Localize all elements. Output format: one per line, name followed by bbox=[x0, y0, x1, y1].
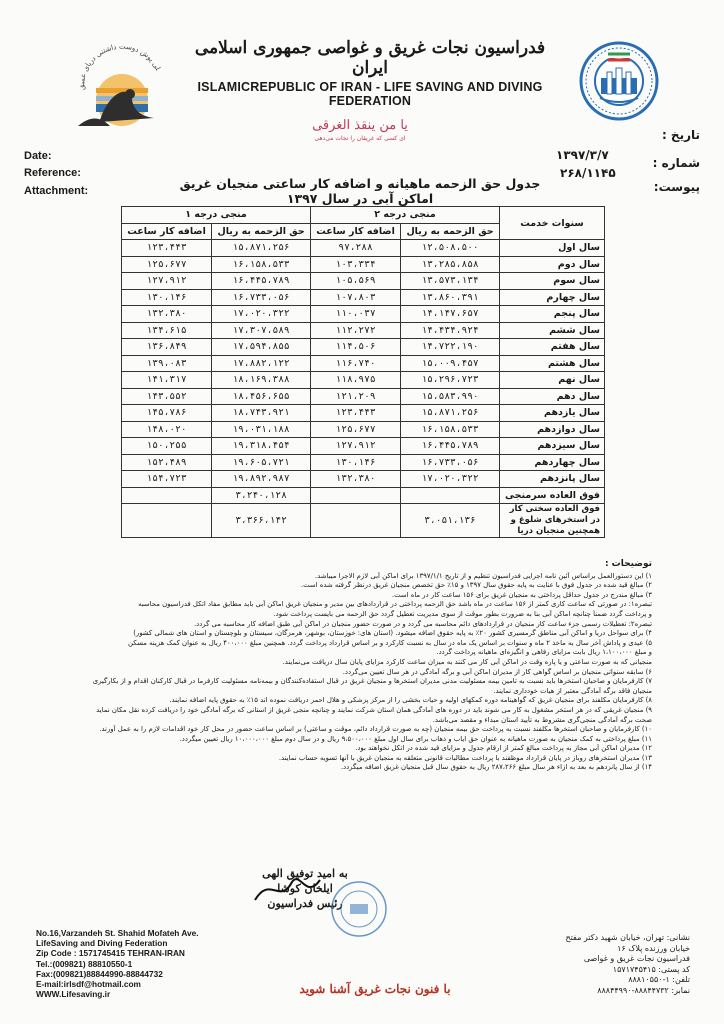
note-line: صحت برگه آمادگی منجی‌گری مشروط به تأیید استان مبداء و مقصد می‌باشد. bbox=[432, 715, 652, 724]
shomareh-value: ۲۶۸/۱۱۴۵ bbox=[560, 166, 616, 180]
address-en-line: WWW.Lifesaving.ir bbox=[36, 989, 111, 1000]
address-en-line: Zip Code : 1571745415 TEHRAN-IRAN bbox=[36, 948, 185, 959]
signature-scribble-icon bbox=[250, 870, 330, 910]
row-g2-wage: ۱۴،۱۴۷،۶۵۷ bbox=[401, 306, 500, 323]
row-g1-wage: ۱۶،۴۴۵،۷۸۹ bbox=[212, 273, 311, 290]
row-g2-wage: ۱۵،۲۹۶،۷۲۳ bbox=[401, 372, 500, 389]
left-logo bbox=[70, 30, 170, 130]
table-row bbox=[122, 405, 605, 422]
note-line: ۱۰) کارفرمایان و صاحبان استخرها مکلفند نسبت به پرداخت حق بیمه منجیان (چه به صورت قرارداد دائم، موقت و ساعتی) بر اساس ساعت حضور در محل کار خود اقدامات لازم را به عمل آورند. bbox=[99, 725, 652, 734]
address-fa-line: نمابر: ۸۸۸۴۴۷۳۲-۸۸۸۴۴۹۹۰ bbox=[597, 985, 690, 995]
row-g2-overtime: ۱۰۳،۳۳۴ bbox=[311, 256, 401, 273]
row-g1-overtime: ۱۴۵،۷۸۶ bbox=[122, 405, 212, 422]
org-title-fa: فدراسیون نجات غریق و غواصی جمهوری اسلامی ایران bbox=[194, 38, 546, 78]
table-row bbox=[122, 339, 605, 356]
note-line: ۸) کارفرمایان مکلفند برای منجیان غریق که گواهینامه دوره کمکهای اولیه و حیات بخشی را از مرکز پزشکی و هلال احمر دریافت نموده اند ۱۵٪ به حقوق پایه اضافه نمایند. bbox=[169, 696, 652, 705]
row-service: سال پنجم bbox=[500, 306, 605, 323]
group1-header: منجی درجه ۱ bbox=[122, 207, 311, 224]
extra1-label: فوق العاده سرمنجی bbox=[500, 487, 605, 504]
row-g1-wage: ۱۹،۶۰۵،۷۲۱ bbox=[212, 454, 311, 471]
row-service: سال دهم bbox=[500, 388, 605, 405]
row-g1-wage: ۱۷،۳۰۷،۵۸۹ bbox=[212, 322, 311, 339]
row-g1-wage: ۱۸،۱۶۹،۳۸۸ bbox=[212, 372, 311, 389]
note-line: ۴) برای سواحل دریا و اماکن آبی مناطق گرمسیری کشور ۲۰٪ به پایه حقوق اضافه میشود. (استان های: خوزستان، بوشهر، هرمزگان، سیستان و بلوچستان و استان های شمالی کشور) bbox=[133, 629, 652, 638]
row-g1-overtime: ۱۴۸،۰۲۰ bbox=[122, 421, 212, 438]
row-g2-wage: ۱۶،۱۵۸،۵۳۳ bbox=[401, 421, 500, 438]
row-g1-overtime: ۱۵۲،۴۸۹ bbox=[122, 454, 212, 471]
signature-stamp bbox=[330, 880, 388, 938]
table-row bbox=[122, 438, 605, 455]
row-g2-wage: ۱۴،۴۳۴،۹۲۴ bbox=[401, 322, 500, 339]
row-g2-overtime: ۱۳۲،۳۸۰ bbox=[311, 471, 401, 488]
seal-sunset-logo-icon bbox=[70, 30, 170, 130]
address-fa-line: تلفن: ۱-۸۸۸۱۰۵۵۰ bbox=[628, 975, 690, 984]
table-row bbox=[122, 454, 605, 471]
row-g2-wage: ۱۶،۴۴۵،۷۸۹ bbox=[401, 438, 500, 455]
extra1-g1-ot bbox=[122, 487, 212, 504]
row-g2-wage: ۱۳،۲۸۵،۸۵۸ bbox=[401, 256, 500, 273]
table-row bbox=[122, 273, 605, 290]
row-service: سال یازدهم bbox=[500, 405, 605, 422]
note-line: ۱۲) مدیران اماکن آبی مجاز به پرداخت مبالغ کمتر از ارقام جدول و مزایای قید شده در اتکل نخواهند بود. bbox=[355, 744, 652, 753]
g2-overtime-header: اضافه کار ساعت bbox=[311, 223, 401, 240]
org-title-en: ISLAMICREPUBLIC OF IRAN - LIFE SAVING AND DIVING FEDERATION bbox=[197, 80, 543, 108]
row-g1-overtime: ۱۲۳،۴۴۳ bbox=[122, 240, 212, 257]
table-row bbox=[122, 240, 605, 257]
row-service: سال هشتم bbox=[500, 355, 605, 372]
notes-lines bbox=[48, 572, 652, 773]
address-en-line: Tel.:(009821) 88810550-1 bbox=[36, 958, 133, 969]
row-g2-overtime: ۹۷،۲۸۸ bbox=[311, 240, 401, 257]
row-g1-wage: ۱۸،۴۵۶،۶۵۵ bbox=[212, 388, 311, 405]
extra2-g2-wage: ۳،۰۵۱،۱۳۶ bbox=[401, 504, 500, 538]
row-service: سال اول bbox=[500, 240, 605, 257]
shomareh-label: شماره : bbox=[652, 156, 700, 170]
note-line: ۱۴) از سال پانزدهم به بعد به ازاء هر سال مبلغ ۲۸۷،۲۶۶ ریال به حقوق سال قبل منجیان غریق اضافه میگردد. bbox=[340, 763, 652, 772]
row-g2-wage: ۱۴،۷۲۲،۱۹۰ bbox=[401, 339, 500, 356]
row-g1-wage: ۱۹،۰۳۱،۱۸۸ bbox=[212, 421, 311, 438]
row-g1-wage: ۱۶،۱۵۸،۵۳۳ bbox=[212, 256, 311, 273]
row-g2-overtime: ۱۱۸،۹۷۵ bbox=[311, 372, 401, 389]
table-row bbox=[122, 289, 605, 306]
extra1-g1-wage: ۳،۲۴۰،۱۲۸ bbox=[212, 487, 311, 504]
address-fa-line: خیابان ورزنده پلاک ۱۶ bbox=[617, 943, 690, 953]
row-service: سال پانزدهم bbox=[500, 471, 605, 488]
table-row bbox=[122, 372, 605, 389]
row-g2-wage: ۱۷،۰۲۰،۳۲۲ bbox=[401, 471, 500, 488]
row-service: سال هفتم bbox=[500, 339, 605, 356]
signature-name: ایلخان کوشا bbox=[277, 882, 333, 895]
row-g2-overtime: ۱۲۳،۴۴۳ bbox=[311, 405, 401, 422]
row-g1-overtime: ۱۵۰،۲۵۵ bbox=[122, 438, 212, 455]
row-g1-overtime: ۱۲۷،۹۱۲ bbox=[122, 273, 212, 290]
row-g2-overtime: ۱۲۱،۲۰۹ bbox=[311, 388, 401, 405]
address-en-line: E-mail:irlsdf@hotmail.com bbox=[36, 979, 141, 990]
footer-address-en bbox=[36, 928, 236, 999]
address-fa-line: کد پستی: ۱۵۷۱۷۴۵۴۱۵ bbox=[612, 964, 690, 974]
g1-wage-header: حق الزحمه به ریال bbox=[212, 223, 311, 240]
extra2-g2-ot bbox=[311, 504, 401, 538]
extra2-g1-ot bbox=[122, 504, 212, 538]
note-line: منجیان فاقد برگه آمادگی معتبر از هیات خودداری نمایند. bbox=[493, 686, 652, 695]
row-service: سال سوم bbox=[500, 273, 605, 290]
note-line: منجیانی که به صورت ساعتی و یا پاره وقت در اماکن آبی کار می کنند به میزان ساعت کارکرد مزایای پایان سال دریافت می‌نمایند. bbox=[282, 657, 652, 666]
row-g2-wage: ۱۶،۷۳۳،۰۵۶ bbox=[401, 454, 500, 471]
row-service: سال سیزدهم bbox=[500, 438, 605, 455]
row-g1-wage: ۱۵،۸۷۱،۲۵۶ bbox=[212, 240, 311, 257]
address-fa-line: نشانی: تهران، خیابان شهید دکتر مفتح bbox=[565, 933, 690, 942]
tarikh-label: تاریخ : bbox=[661, 128, 700, 142]
extra1-g2-ot bbox=[311, 487, 401, 504]
row-g2-overtime: ۱۱۴،۵۰۶ bbox=[311, 339, 401, 356]
table-row bbox=[122, 355, 605, 372]
group2-header: منجی درجه ۲ bbox=[311, 207, 500, 224]
table-row bbox=[122, 388, 605, 405]
note-line: و پرداخت گردد ضمناً چنانچه اماکن آبی بنا به ضرورت بطور موقت از سوی مدیریت تعطیل گردد حق الزحمه می بایست پرداخت شود. bbox=[273, 609, 652, 618]
row-g2-wage: ۱۳،۸۶۰،۳۹۱ bbox=[401, 289, 500, 306]
row-service: سال دوم bbox=[500, 256, 605, 273]
row-g1-overtime: ۱۲۵،۶۷۷ bbox=[122, 256, 212, 273]
row-g1-wage: ۱۹،۳۱۸،۴۵۴ bbox=[212, 438, 311, 455]
row-g2-wage: ۱۵،۵۸۳،۹۹۰ bbox=[401, 388, 500, 405]
note-line: ۳) مبالغ مندرج در جدول حداقل پرداختی به منجیان غریق برای ۱۵۶ ساعت کار در ماه است. bbox=[391, 590, 652, 599]
row-g2-wage: ۱۲،۵۰۸،۵۰۰ bbox=[401, 240, 500, 257]
document-title: جدول حق الزحمه ماهیانه و اضافه کار ساعتی منجیان غریق اماکن آبی در سال ۱۳۹۷ bbox=[179, 176, 541, 206]
row-g2-wage: ۱۳،۵۷۳،۱۳۴ bbox=[401, 273, 500, 290]
footer-slogan: با فنون نجات غریق آشنا شوید bbox=[299, 982, 451, 996]
row-g1-overtime: ۱۳۶،۸۴۹ bbox=[122, 339, 212, 356]
row-g1-overtime: ۱۴۳،۵۵۲ bbox=[122, 388, 212, 405]
table-row bbox=[122, 322, 605, 339]
note-line: تبصره۱: در صورتی که ساعت کاری کمتر از ۱۵۶ ساعت در ماه باشد حق الزحمه پرداختی در قراردادهای بین مدیر و منجیان غریق اماکن آبی باید مطابق مفاد اتکل فدراسیون محاسبه bbox=[138, 600, 652, 609]
attachment-label: Attachment: bbox=[24, 185, 89, 197]
row-g1-overtime: ۱۳۰،۱۴۶ bbox=[122, 289, 212, 306]
peyvast-label: پیوست: bbox=[653, 180, 700, 194]
row-g2-overtime: ۱۲۵،۶۷۷ bbox=[311, 421, 401, 438]
row-g2-overtime: ۱۳۰،۱۴۶ bbox=[311, 454, 401, 471]
stamp-icon bbox=[330, 880, 388, 938]
row-g2-overtime: ۱۰۵،۵۶۹ bbox=[311, 273, 401, 290]
svg-text:ملی پوش دوست داشتنی دریای عمیق: لی پوش دوست داشتنی دریای عمیق bbox=[77, 42, 162, 91]
note-line: ۱) این دستورالعمل براساس آئین نامه اجرایی فدراسیون تنظیم و از تاریخ ۱۳۹۷/۱/۱ برای اماکن آبی لازم الاجرا میباشد. bbox=[314, 571, 652, 580]
motto-sub: ای کسی که غریقان را نجات می‌دهی bbox=[314, 135, 406, 142]
motto: یا من ینقذ الغرقی bbox=[312, 118, 408, 133]
note-line: ۹) منجیان غریقی که در هر استخر مشغول به کار می شوند باید در دوره های آمادگی همان استان شرکت نمایند و چنانچه منجی غریق از استانی که برگه آمادگی خود را دریافت کرده نقل مکان نماید bbox=[96, 705, 652, 714]
table-row bbox=[122, 256, 605, 273]
row-g2-overtime: ۱۱۶،۷۴۰ bbox=[311, 355, 401, 372]
address-fa-line: فدراسیون نجات غریق و غواصی bbox=[583, 954, 690, 963]
row-g1-wage: ۱۸،۷۴۳،۹۲۱ bbox=[212, 405, 311, 422]
signature-line1: به امید توفیق الهی bbox=[262, 867, 348, 880]
tarikh-value: ۱۳۹۷/۳/۷ bbox=[556, 148, 609, 162]
row-g1-overtime: ۱۳۴،۶۱۵ bbox=[122, 322, 212, 339]
footer-address-fa bbox=[500, 933, 690, 996]
rates-table-wrapper bbox=[121, 206, 605, 538]
row-service: سال چهارم bbox=[500, 289, 605, 306]
table-row bbox=[122, 306, 605, 323]
row-g2-overtime: ۱۱۲،۲۷۲ bbox=[311, 322, 401, 339]
table-row-extra1 bbox=[122, 487, 605, 504]
row-g2-overtime: ۱۰۷،۸۰۳ bbox=[311, 289, 401, 306]
note-line: ۱۳) مدیران استخرهای روباز در پایان قرارداد موظفند با پرداخت مطالبات قانونی متعلقه به منجیان غریق با آنها تسویه حساب نمایند. bbox=[278, 753, 652, 762]
row-g1-overtime: ۱۳۹،۰۸۳ bbox=[122, 355, 212, 372]
row-g1-overtime: ۱۵۴،۷۲۳ bbox=[122, 471, 212, 488]
note-line: ۶) سابقه سنواتی منجیان بر اساس گواهی کار از مدیران اماکن آبی و برگه آمادگی در هر سال تعیین می‌گردد. bbox=[342, 667, 652, 676]
note-line: تبصره۲: تعطیلات رسمی جزء ساعت کار منجیان در قراردادهای دائم محاسبه می گردد و در صورت حضور منجیان در اماکن آبی طبق اضافه کار محاسبه می گردد. bbox=[193, 619, 652, 628]
date-label: Date: bbox=[24, 150, 52, 162]
date-field-fa bbox=[662, 128, 700, 142]
col-service-header: سنوات خدمت bbox=[500, 207, 605, 240]
row-g2-overtime: ۱۱۰،۰۳۷ bbox=[311, 306, 401, 323]
extra1-g2-wage bbox=[401, 487, 500, 504]
notes-title: توضیحات : bbox=[604, 559, 652, 569]
extra2-label: فوق العاده سختی کار در استخرهای شلوغ و همچنین منجیان دریا bbox=[500, 504, 605, 538]
rates-table-body bbox=[122, 240, 605, 488]
address-en-line: Fax:(009821)88844990-88844732 bbox=[36, 968, 163, 979]
reference-label: Reference: bbox=[24, 167, 81, 179]
row-g1-wage: ۱۷،۸۸۲،۱۲۲ bbox=[212, 355, 311, 372]
table-row-extra2 bbox=[122, 504, 605, 538]
signature-role: رئیس فدراسیون bbox=[267, 897, 343, 910]
federation-seal-icon bbox=[578, 40, 660, 122]
table-row bbox=[122, 421, 605, 438]
rates-table bbox=[121, 206, 605, 538]
note-line: ۲) مبالغ قید شده در جدول فوق با عنایت به پایه حقوق سال ۱۳۹۷ و ۱۵٪ حق تخصص منجیان غریق درنظر گرفته شده است. bbox=[300, 581, 652, 590]
handwritten-signature bbox=[250, 870, 330, 910]
row-g2-wage: ۱۵،۸۷۱،۲۵۶ bbox=[401, 405, 500, 422]
row-g2-wage: ۱۵،۰۰۹،۴۵۷ bbox=[401, 355, 500, 372]
note-line: ۱۱) مبلغ پرداختی به کمک منجیان به صورت ماهیانه به عنوان حق ایاب و ذهاب برای سال اول مبلغ ۹،۵۰۰،۰۰۰ ریال و در سال دوم مبلغ ۱۰،۰۰۰،۰۰۰ ریال تعیین میگردد. bbox=[179, 734, 652, 743]
federation-seal bbox=[578, 40, 660, 122]
note-line: ۵) عیدی و پاداش آخر سال به ماخذ ۲ ماه و سنوات بر اساس یک ماه در سال به نسبت کارکرد و بر اساس قرارداد پرداخت گردد. همچنین مبلغ ۴۰۰،۰۰۰ ریال به عنوان کمک هزینه مسکن bbox=[128, 638, 652, 647]
extra2-g1-wage: ۳،۳۶۶،۱۴۲ bbox=[212, 504, 311, 538]
note-line: و مبلغ ۱،۱۰۰،۰۰۰ ریال بابت مزایای رفاهی و انگیزه‌ای ماهیانه پرداخت گردد. bbox=[436, 648, 652, 657]
row-service: سال دوازدهم bbox=[500, 421, 605, 438]
address-en-line: No.16,Varzandeh St. Shahid Mofateh Ave. bbox=[36, 928, 199, 938]
note-line: ۷) کارفرمایان و صاحبان استخرها باید نسبت به تامین بیمه مسئولیت مدنی مدیران استخرها و منجیان غریق در قبال استفاده‌کنندگان و بیمه‌نامه مسئولیت کارفرما در قبال کارکنان اقدام و از بکارگیری bbox=[92, 677, 652, 686]
row-service: سال چهاردهم bbox=[500, 454, 605, 471]
table-row bbox=[122, 471, 605, 488]
row-g2-overtime: ۱۲۷،۹۱۲ bbox=[311, 438, 401, 455]
row-g1-wage: ۱۹،۸۹۲،۹۸۷ bbox=[212, 471, 311, 488]
address-en-line: LifeSaving and Diving Federation bbox=[36, 938, 168, 949]
row-g1-overtime: ۱۳۲،۳۸۰ bbox=[122, 306, 212, 323]
row-g1-wage: ۱۷،۵۹۴،۸۵۵ bbox=[212, 339, 311, 356]
notes-section bbox=[48, 560, 652, 773]
g1-overtime-header: اضافه کار ساعت bbox=[122, 223, 212, 240]
row-g1-wage: ۱۷،۰۲۰،۳۲۲ bbox=[212, 306, 311, 323]
row-service: سال نهم bbox=[500, 372, 605, 389]
g2-wage-header: حق الزحمه به ریال bbox=[401, 223, 500, 240]
row-g1-overtime: ۱۴۱،۳۱۷ bbox=[122, 372, 212, 389]
row-g1-wage: ۱۶،۷۳۳،۰۵۶ bbox=[212, 289, 311, 306]
row-service: سال ششم bbox=[500, 322, 605, 339]
